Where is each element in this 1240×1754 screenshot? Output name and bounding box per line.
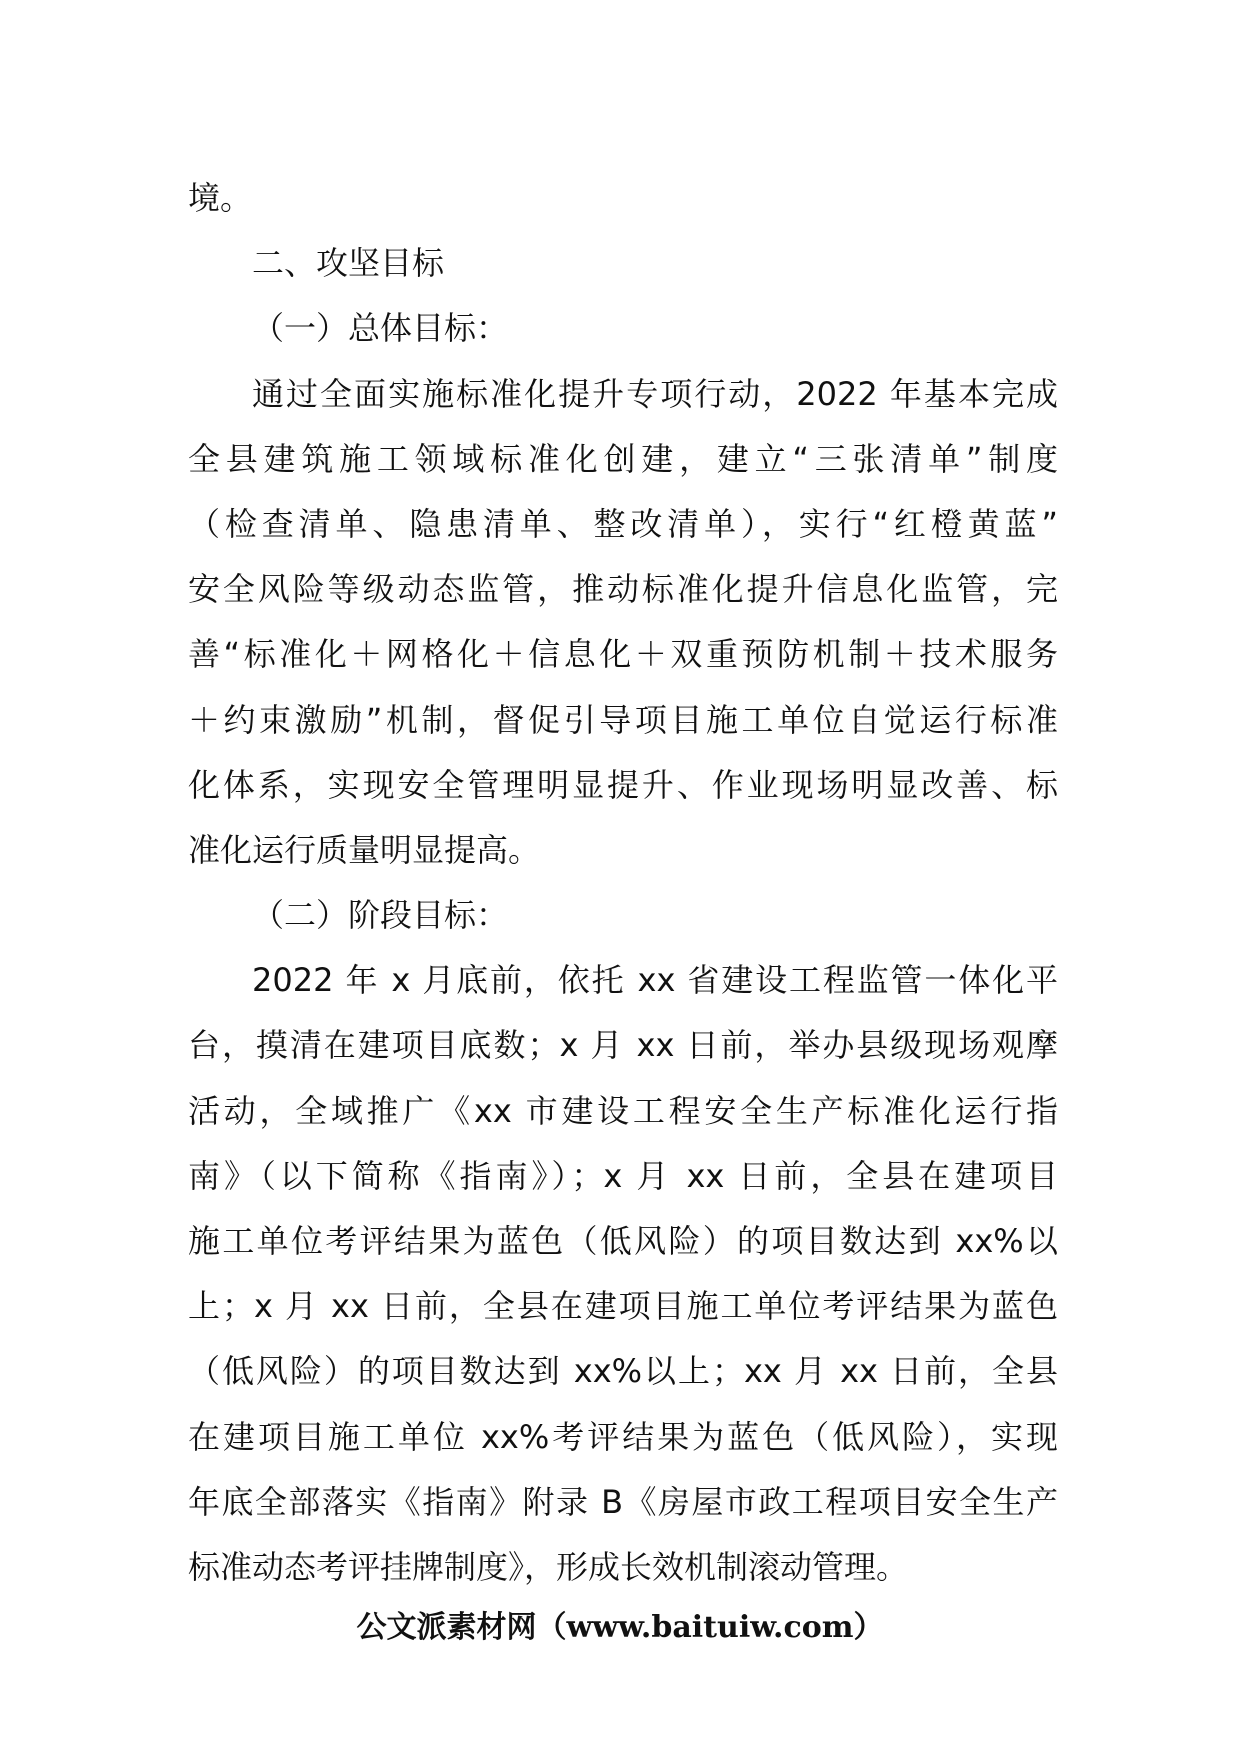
text-line: 南》（以下简称《指南》）；x 月 xx 日前，全县在建项目: [188, 1156, 1058, 1195]
text-line: 通过全面实施标准化提升专项行动，2022 年基本完成: [252, 374, 1058, 413]
text-line: 安全风险等级动态监管，推动标准化提升信息化监管，完: [188, 570, 1058, 609]
text-line: （一）总体目标：: [252, 309, 509, 348]
document-body: [188, 166, 1058, 1600]
text-line: 二、攻坚目标: [252, 244, 445, 283]
text-line: 善“标准化＋网格化＋信息化＋双重预防机制＋技术服务: [188, 635, 1058, 674]
text-line: 准化运行质量明显提高。: [188, 830, 541, 869]
text-line: 2022 年 x 月底前，依托 xx 省建设工程监管一体化平: [252, 961, 1058, 1000]
text-line: （检查清单、隐患清单、整改清单），实行“红橙黄蓝”: [188, 504, 1058, 543]
text-line: 标准动态考评挂牌制度》，形成长效机制滚动管理。: [188, 1547, 909, 1586]
text-line: 活动，全域推广《xx 市建设工程安全生产标准化运行指: [188, 1091, 1058, 1130]
text-line: （低风险）的项目数达到 xx%以上；xx 月 xx 日前，全县: [188, 1352, 1058, 1391]
text-line: 在建项目施工单位 xx%考评结果为蓝色（低风险），实现: [188, 1417, 1058, 1456]
text-line: 施工单位考评结果为蓝色（低风险）的项目数达到 xx%以: [188, 1222, 1058, 1260]
text-line: 化体系，实现安全管理明显提升、作业现场明显改善、标: [188, 765, 1058, 804]
text-line: 年底全部落实《指南》附录 B《房屋市政工程项目安全生产: [188, 1482, 1058, 1521]
text-line: 境。: [188, 179, 253, 217]
text-line: （二）阶段目标：: [252, 896, 509, 935]
text-line: 全县建筑施工领域标准化创建，建立“三张清单”制度: [188, 439, 1058, 478]
footer-watermark: 公文派素材网（www.baituiw.com）: [356, 1610, 884, 1645]
text-line: 台，摸清在建项目底数；x 月 xx 日前，举办县级现场观摩: [188, 1026, 1058, 1065]
text-line: 上；x 月 xx 日前，全县在建项目施工单位考评结果为蓝色: [188, 1287, 1058, 1326]
text-line: ＋约束激励”机制，督促引导项目施工单位自觉运行标准: [188, 700, 1058, 739]
